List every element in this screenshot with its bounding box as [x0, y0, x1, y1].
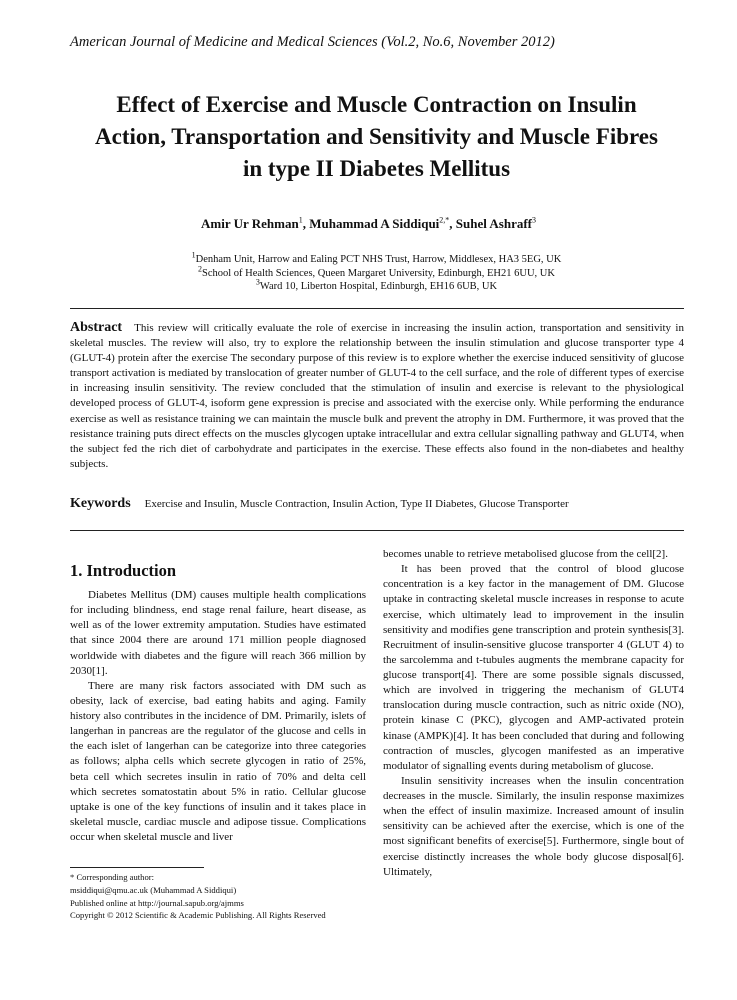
author-separator: , — [449, 216, 456, 231]
body-paragraph: becomes unable to retrieve metabolised glucose from the cell[2]. — [383, 548, 668, 560]
body-paragraph: Insulin sensitivity increases when the insulin concentration decreases in the muscle. Similarly, the insulin response maximizes when the effect of insulin maximize. Increased amount of insulin sensitivity can be achieved after the exercise, which is one of the most significant benefits of exercise[5]. Furthermore, single bout of exercise distinctly increases the whole body glucose disposal[6]. Ultimately, — [383, 774, 684, 878]
affiliation — [0, 264, 737, 281]
keywords-label: Keywords — [70, 496, 131, 511]
affiliation-sup: 1 — [191, 250, 196, 260]
affiliation — [0, 250, 737, 267]
body-paragraph: It has been proved that the control of blood glucose concentration is a key factor in the management of DM. Glucose uptake in contracting skeletal muscle increases in response to acute exercise, which ultimately lead to improvement in the insulin sensitivity and modifies gene transcription and protein synthesis[3]. Recruitment of insulin-sensitive glucose transporter 4 (GLUT 4) to the sarcolemma and t-tubules augments the membrane capacity for glucose transport[4]. There are some possible signals discussed, which are involved in triggering the mechanism of GLUT4 translocation during muscle contraction, such as nitric oxide (NO), protein kinase C (PKC), glycogen and AMP-activated protein kinase (AMPK)[4]. It has been concluded that during and following contraction of muscles, glycogen manifested as an imperative modulator of signalling events during metabolism of glucose. — [383, 563, 684, 772]
author-separator: , — [302, 216, 310, 231]
keywords — [70, 496, 684, 512]
divider-top — [70, 308, 684, 309]
body-paragraph: Diabetes Mellitus (DM) causes multiple health complications for including blindness, end stage renal failure, heart disease, as well as of the lower extremity amputation. Studies have estimated that since 2004 there are around 171 million people diagnosed worldwide with diabetes and the figure will reach 366 million by 2030[1]. — [70, 589, 366, 677]
footnote-rule — [70, 867, 204, 868]
title-line: Effect of Exercise and Muscle Contraction on Insulin — [116, 92, 637, 117]
author-name: Muhammad A Siddiqui — [309, 216, 440, 231]
affiliation-text: Denham Unit, Harrow and Ealing PCT NHS Trust, Harrow, Middlesex, HA3 5EG, UK — [195, 254, 562, 265]
affiliation-sup: 3 — [255, 277, 260, 287]
footnote — [70, 871, 370, 922]
journal-header: American Journal of Medicine and Medical Sciences (Vol.2, No.6, November 2012) — [70, 34, 555, 50]
paper-title — [40, 89, 713, 185]
affiliation-text: Ward 10, Liberton Hospital, Edinburgh, EH16 6UB, UK — [259, 281, 498, 292]
abstract — [70, 320, 684, 472]
affiliations — [0, 250, 737, 294]
left-column — [70, 588, 366, 845]
title-line: in type II Diabetes Mellitus — [242, 156, 511, 181]
author-sup: 3 — [532, 215, 537, 225]
affiliation — [0, 277, 737, 294]
author-name: Suhel Ashraff — [455, 216, 533, 231]
body-paragraph: There are many risk factors associated with DM such as obesity, lack of exercise, bad eating habits and aging. Family history also contributes in the incidence of DM. Primarily, islets of langerhan in pancreas are the regulator of the glucose and cells in the each islet of langerhan can be categorize into three categories as follows; alpha cells which secrete glycogen in ratio of 25%, beta cell which secretes insulin in ratio of 70% and delta cell which secretes somatostatin about 5% in ratio. Cellular glucose uptake is one of the key functions of insulin and it takes place in skeletal muscle, cardiac muscle and adipose tissue. Complications occur when skeletal muscle and liver — [70, 679, 366, 843]
author-name: Amir Ur Rehman — [200, 216, 299, 231]
footnote-line: * Corresponding author: — [70, 872, 155, 882]
author-sup: 1 — [298, 215, 303, 225]
keywords-text: Exercise and Insulin, Muscle Contraction, Insulin Action, Type II Diabetes, Glucose Transporter — [144, 498, 569, 510]
affiliation-sup: 2 — [198, 264, 203, 273]
title-line: Action, Transportation and Sensitivity and Muscle Fibres — [95, 124, 658, 149]
author-list — [0, 216, 737, 232]
section-heading: 1. Introduction — [70, 561, 177, 580]
affiliation-text: School of Health Sciences, Queen Margaret University, Edinburgh, EH21 6UU, UK — [202, 267, 555, 279]
footnote-line: msiddiqui@qmu.ac.uk (Muhammad A Siddiqui) — [70, 884, 237, 895]
right-column — [383, 547, 684, 880]
abstract-text: This review will critically evaluate the role of exercise in increasing the insulin action, transportation and sensitivity in skeletal muscles. The review will also, try to explore the relationship between the insulin stimulation and glucose transporter type 4 (GLUT-4) protein after the exercise The secondary purpose of this review is to explore whether the exercise induced sensitivity of glucose transport activation is mediated by translocation of greater number of GLUT-4 to the cell surface, and the role of different types of exercise in increasing insulin sensitivity. The review concluded that the stimulation of insulin and exercise is relevant to the physiological developed process of GLUT-4, isoform gene expression is precise and associated with the exercise only. While performing the endurance exercise as well as resistance training we can maintain the muscle bulk and prevent the atrophy in DM. Furthermore, it was proved that the resistance training puts direct effects on the muscles glycogen uptake intracellular and extra cellular signalling pathway and GLUT4, when the subject fed the rich diet of carbohydrate and participates in the exercise. These effects also found in the non-diabetes and healthy subjects. — [70, 322, 684, 470]
footnote-line: Copyright © 2012 Scientific & Academic Publishing. All Rights Reserved — [70, 910, 326, 921]
divider-bottom — [70, 530, 684, 531]
author-sup: 2,* — [439, 215, 450, 225]
footnote-line: Published online at http://journal.sapub.org/ajmms — [70, 897, 244, 908]
abstract-label: Abstract — [70, 320, 123, 335]
